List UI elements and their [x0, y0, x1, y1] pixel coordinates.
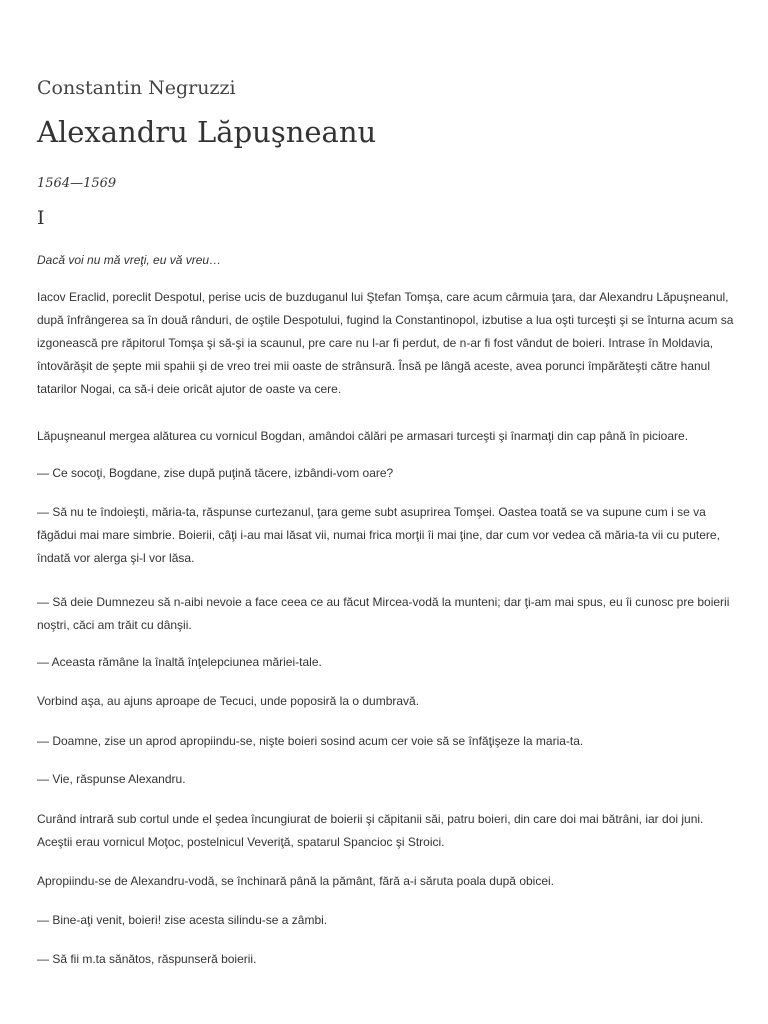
epigraph: Dacă voi nu mă vreţi, eu vă vreu…	[37, 253, 222, 267]
paragraph: — Să nu te îndoieşti, măria-ta, răspunse curtezanul, ţara geme subt asuprirea Tomşei. Oastea toată se va supune cum i se va făgădui mai mare simbrie. Boierii, câţi i-au mai lăsat vii, numai frica morţii îi mai ţine, dar cum vor vedea că măria-ta vii cu putere, îndată vor alerga şi-l vor lăsa.	[37, 505, 720, 565]
paragraph: Apropiindu-se de Alexandru-vodă, se închinară până la pământ, fără a-i săruta poala după obicei.	[37, 874, 555, 888]
reign-years: 1564—1569	[37, 176, 117, 191]
paragraph: Curând intrară sub cortul unde el şedea încungiurat de boierii şi căpitanii săi, patru boieri, din care doi mai bătrâni, iar doi juni. Aceştii erau vornicul Moţoc, postelnicul Veveriţă, spatarul Spancioc şi Stroici.	[37, 812, 704, 849]
document-title: Alexandru Lăpuşneanu	[37, 115, 377, 149]
paragraph: — Ce socoţi, Bogdane, zise după puţină tăcere, izbândi-vom oare?	[37, 466, 394, 480]
paragraph: — Aceasta rămâne la înaltă înţelepciunea măriei-tale.	[37, 655, 322, 669]
paragraph: Vorbind aşa, au ajuns aproape de Tecuci, unde poposiră la o dumbravă.	[37, 694, 420, 708]
paragraph: — Vie, răspunse Alexandru.	[37, 772, 186, 786]
paragraph: Iacov Eraclid, poreclit Despotul, perise ucis de buzduganul lui Ştefan Tomşa, care acum cârmuia ţara, dar Alexandru Lăpuşneanul, după înfrângerea sa în două rânduri, de oştile Despotului, fugind la Constantinopol, izbutise a lua oşti turceşti şi se înturna acum sa izgonească pre răpitorul Tomşa şi să-şi ia scaunul, pre care nu l-ar fi perdut, de n-ar fi fost vândut de boieri. Intrase în Moldavia, întovărăşit de şepte mii spahii şi de vreo trei mii oaste de strânsură. Însă pe lângă aceste, avea porunci împărăteşti către hanul tatarilor Nogai, ca să-i deie oricât ajutor de oaste va cere.	[37, 290, 734, 396]
paragraph: — Bine-aţi venit, boieri! zise acesta silindu-se a zâmbi.	[37, 913, 328, 927]
paragraph: — Doamne, zise un aprod apropiindu-se, nişte boieri sosind acum cer voie să se înfăţişeze la maria-ta.	[37, 734, 584, 748]
paragraph: — Să deie Dumnezeu să n-aibi nevoie a face ceea ce au făcut Mircea-vodă la munteni; dar ţi-am mai spus, eu îi cunosc pre boierii noştri, căci am trăit cu dânşii.	[37, 595, 730, 632]
chapter-heading: I	[37, 207, 45, 229]
paragraph: Lăpuşneanul mergea alăturea cu vornicul Bogdan, amândoi călări pe armasari turceşti şi înarmaţi din cap până în picioare.	[37, 429, 689, 443]
author-name: Constantin Negruzzi	[37, 77, 236, 99]
paragraph: — Să fii m.ta sănătos, răspunseră boierii.	[37, 952, 257, 966]
